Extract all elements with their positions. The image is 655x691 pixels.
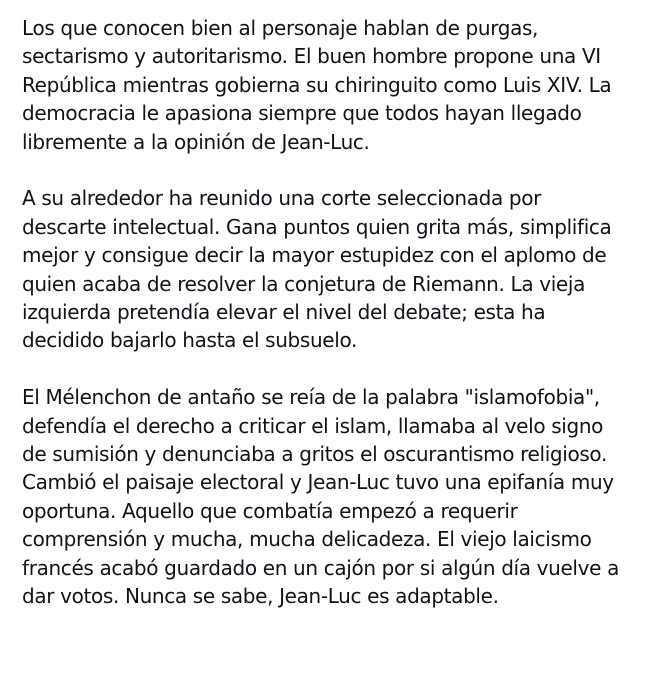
- text-line: comprensión y mucha, mucha delicadeza. El viejo laicismo: [22, 527, 592, 552]
- text-line: República mientras gobierna su chiringuito como Luis XIV. La: [22, 72, 612, 97]
- text-line: decidido bajarlo hasta el subsuelo.: [22, 328, 357, 353]
- text-line: dar votos. Nunca se sabe, Jean-Luc es adaptable.: [22, 584, 499, 609]
- text-line: mejor y consigue decir la mayor estupidez con el aplomo de: [22, 243, 607, 268]
- post-paragraph-1: [22, 14, 650, 156]
- text-line: francés acabó guardado en un cajón por si algún día vuelve a: [22, 555, 619, 580]
- post-text: [22, 14, 650, 611]
- text-line: democracia le apasiona siempre que todos hayan llegado: [22, 101, 582, 126]
- post-paragraph-2: [22, 184, 650, 354]
- text-line: izquierda pretendía elevar el nivel del debate; esta ha: [22, 300, 546, 325]
- text-line: A su alrededor ha reunido una corte seleccionada por: [22, 186, 541, 211]
- text-line: descarte intelectual. Gana puntos quien grita más, simplifica: [22, 214, 612, 239]
- text-line: El Mélenchon de antaño se reía de la palabra "islamofobia",: [22, 385, 600, 410]
- text-line: Los que conocen bien al personaje hablan de purgas,: [22, 16, 539, 40]
- text-line: quien acaba de resolver la conjetura de Riemann. La vieja: [22, 271, 585, 296]
- text-line: de sumisión y denunciaba a gritos el oscurantismo religioso.: [22, 442, 607, 467]
- text-line: defendía el derecho a criticar el islam, llamaba al velo signo: [22, 413, 604, 438]
- text-line: oportuna. Aquello que combatía empezó a requerir: [22, 498, 518, 523]
- text-line: Cambió el paisaje electoral y Jean-Luc tuvo una epifanía muy: [22, 470, 614, 495]
- text-line: sectarismo y autoritarismo. El buen hombre propone una VI: [22, 44, 601, 69]
- post-paragraph-3: [22, 383, 650, 610]
- text-line: libremente a la opinión de Jean-Luc.: [22, 129, 370, 154]
